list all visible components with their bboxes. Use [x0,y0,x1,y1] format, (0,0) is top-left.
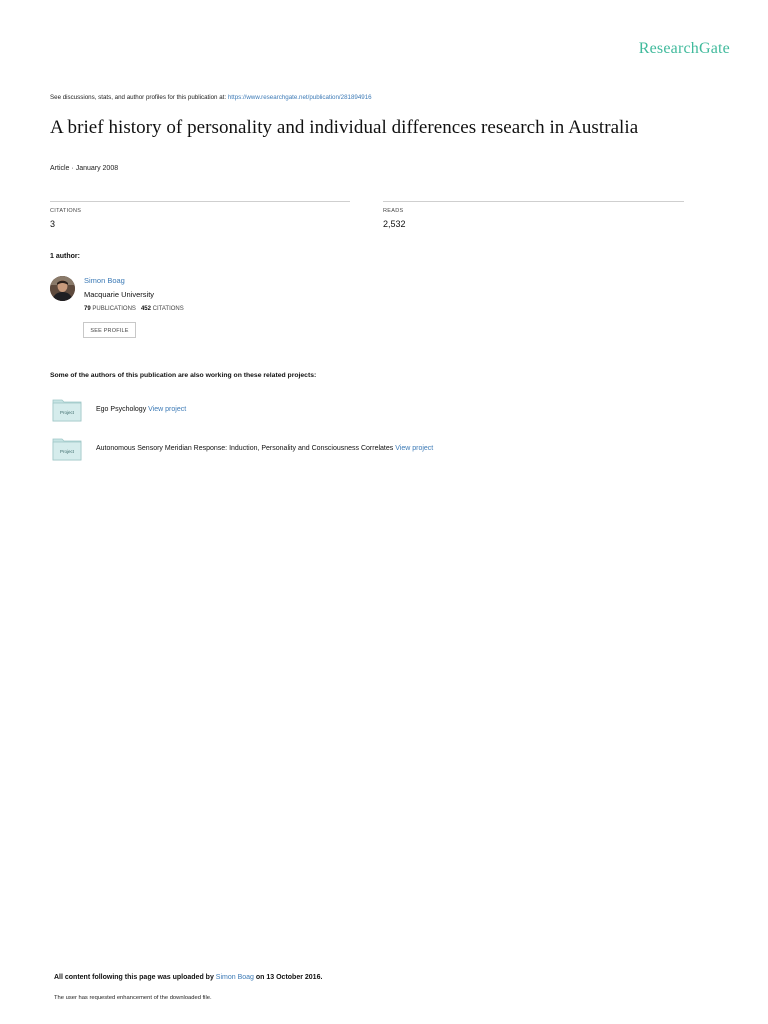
author-stats [84,306,184,312]
project-item [96,445,433,452]
publication-url-link[interactable]: https://www.researchgate.net/publication/281894916 [227,94,372,101]
reads-label: READS [383,208,404,214]
citations-divider [50,201,350,202]
authors-heading: 1 author: [50,253,80,260]
article-meta [50,165,118,172]
citations-label: CITATIONS [50,208,82,214]
upload-suffix: on 13 October 2016. [253,974,323,981]
enhancement-note: The user has requested enhancement of the downloaded file. [54,995,212,1001]
discussions-note [50,94,372,101]
project-item [96,406,186,413]
discussions-text: See discussions, stats, and author profiles for this publication at: [50,94,228,101]
project-folder-label: Project [59,449,75,454]
author-avatar[interactable] [50,276,75,301]
view-project-link[interactable]: View project [148,406,187,413]
citations-value: 3 [50,219,56,229]
meta-separator: · [69,165,76,172]
article-type: Article [50,165,70,172]
reads-divider [383,201,684,202]
project-folder-label: Project [59,410,75,415]
article-date: January 2008 [75,165,119,172]
uploader-link[interactable]: Simon Boag [215,974,254,981]
author-institution: Macquarie University [84,290,155,299]
project-folder-icon[interactable] [52,437,82,459]
project-title: Autonomous Sensory Meridian Response: Induction, Personality and Consciousness Correlates [96,445,394,452]
author-citations-count: 452 [140,306,151,312]
upload-prefix: All content following this page was uploaded by [54,974,216,981]
reads-value: 2,532 [383,219,406,229]
related-projects-heading: Some of the authors of this publication are also working on these related projects: [50,372,317,379]
author-publications-label: PUBLICATIONS [92,306,136,312]
upload-note [54,974,322,981]
project-folder-icon[interactable] [52,398,82,420]
view-project-link[interactable]: View project [395,445,434,452]
author-publications-count: 79 [84,306,91,312]
researchgate-logo[interactable]: ResearchGate [638,40,730,57]
author-citations-label: CITATIONS [152,306,184,312]
see-profile-button[interactable]: SEE PROFILE [83,322,136,338]
author-name-link[interactable]: Simon Boag [84,276,125,285]
project-title: Ego Psychology [96,406,147,413]
avatar-photo [50,276,75,301]
article-title: A brief history of personality and individual differences research in Australia [50,117,639,138]
